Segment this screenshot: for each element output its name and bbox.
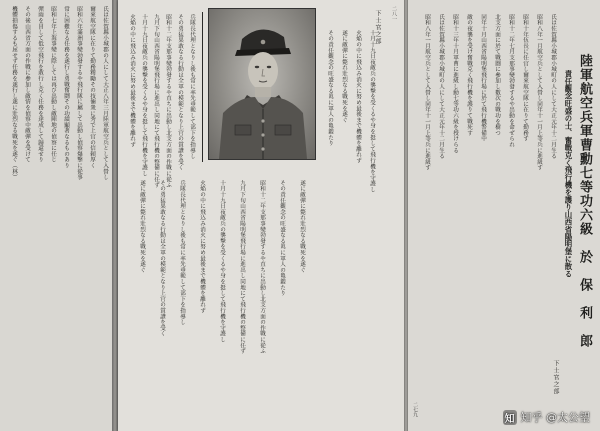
soldier-portrait-image [209, 9, 315, 159]
middle-page-column: 昭和十二年支那事變勃發するや直ちに出動し北支方面の作戰に從ふ [165, 14, 172, 188]
middle-page-column: その責任觀念の旺盛なる眞に軍人の亀鑑たり [279, 180, 286, 296]
left-page-column: 氏は佐賀縣小城郡の人にして大正八年三月陸軍航空兵として入營し [102, 6, 108, 180]
section-label: 下士官之部 [374, 10, 381, 45]
watermark-text: 知乎 @太公望 [520, 411, 590, 424]
middle-page-column: 遂に敵彈に斃れ壯烈なる戰死を遂ぐ [299, 180, 306, 273]
middle-page-column: その責任觀念の旺盛なる眞に軍人の亀鑑たり [327, 30, 334, 146]
middle-page-column: 九月下旬山西省陽明堡飛行場に進出し同地にて飛行機の整備に任ず [239, 180, 246, 354]
middle-page-column: 十月十九日夜敵兵の襲撃を受くるや身を挺して飛行機を守護し [369, 30, 376, 193]
article-title: 陸軍航空兵軍曹勳七等功六級 於 保 利 郎 [577, 54, 592, 348]
middle-page-column: 兵隊長代理となりし後も常に率先垂範して部下を指導し [179, 180, 186, 325]
left-page-column: 昭和六年滿洲事變勃發するや飛行隊に屬して出動し偵察爆撃に從事 [76, 6, 82, 180]
middle-page-column: 十月十九日夜敵兵の襲撃を受くるや身を挺して飛行機を守護し [141, 14, 148, 177]
page-number: 二八一 [391, 6, 397, 21]
right-page-column: 昭和十三年十月軍曹に進級し勳七等功六級を授けらる [452, 14, 458, 154]
left-page-column: 機體損傷するも屈せず任務を遂行し遂に壯烈なる戰死を遂ぐ（林） [11, 6, 17, 180]
left-page-column: その後山西省方面の作戰に參加し敵情を偵察中敵彈を受けて [24, 6, 30, 163]
left-page-column: 爾來航空隊に在りて勤務精勵その技倆衆に秀で上官の信頼厚く [89, 6, 95, 169]
left-page-column: 常に困難なる任務を遂行し勇戰奮鬪その功績顯著なるものあり [63, 6, 69, 169]
middle-page-column: 兵隊長代理となりし後も常に率先垂範して部下を指導し [189, 14, 196, 159]
right-page-column: 氏は佐賀縣小城郡小城町の人にして大正元年十二月生る [550, 14, 556, 159]
middle-page-column: 火焔の中に飛込み消火に努め最後まで機體を離れず [199, 180, 206, 314]
right-page-column: 昭和十二年七月支那事變勃發するや出動を命ぜられ [508, 14, 514, 148]
left-page [0, 0, 112, 431]
left-page-column: 彈雨を冒して低空飛行を敢行し克く任務を達成して歸還せり [37, 6, 43, 163]
middle-page-column: その勇猛果敢なる行動は全軍の模範となり上官の賞讚を受く [159, 180, 166, 337]
middle-page-column: 遂に敵彈に斃れ壯烈なる戰死を遂ぐ [341, 30, 348, 123]
middle-page-column: 遂に敵彈に斃れ壯烈なる戰死を遂ぐ [139, 180, 146, 273]
right-page-column: 昭和八年一月航空兵として入營し同年十一月上等兵に進級す [536, 14, 542, 171]
right-page-column: 昭和十年伍長に任官し爾來航空隊に在りて勤務す [522, 14, 528, 142]
middle-page-column: 十月十九日夜敵兵の襲撃を受くるや身を挺して飛行機を守護し [219, 180, 226, 343]
middle-page-column: その勇猛果敢なる行動は全軍の模範となり上官の賞讚を受く [177, 14, 184, 171]
article-subtitle: 責任觀念旺盛の士、奮戰克く飛行機を護り山西省陽明堡に散る [564, 70, 573, 278]
zhihu-watermark [503, 409, 591, 425]
right-page-column: 同年十月山西省陽明堡飛行場に於て飛行機警備中 [480, 14, 486, 142]
right-page-column: 北支方面に於て戰鬪に參加し數次の戰功を樹つ [494, 14, 500, 136]
right-page-column: 氏は佐賀縣小城郡小城町の人にして大正元年十二月生る [438, 14, 444, 159]
zhihu-logo-icon: 知 [503, 410, 517, 425]
left-page-column: 昭和七年上海事變に際しては再び出動し敵陣地の偵察に任じ [50, 6, 56, 163]
middle-page [118, 0, 404, 431]
middle-page-column: 昭和十二年支那事變勃發するや直ちに出動し北支方面の作戰に從ふ [259, 180, 266, 354]
middle-page-column: 九月下旬山西省陽明堡飛行場に進出し同地にて飛行機の整備に任ず [153, 14, 160, 188]
column-rule [202, 12, 203, 162]
soldier-portrait [208, 8, 316, 160]
middle-page-column: 火焔の中に飛込み消火に努め最後まで機體を離れず [355, 30, 362, 164]
right-page-column: 昭和八年一月航空兵として入營し同年十一月上等兵に進級す [424, 14, 430, 171]
right-page-column: 敵の夜襲を受け奮戰克く飛行機を護りて戰死す [466, 14, 472, 136]
page-number: 二七九 [412, 402, 418, 417]
section-label: 下士官之部 [552, 360, 559, 395]
middle-page-column: 火焔の中に飛込み消火に努め最後まで機體を離れず [129, 14, 136, 148]
right-page [408, 0, 600, 431]
